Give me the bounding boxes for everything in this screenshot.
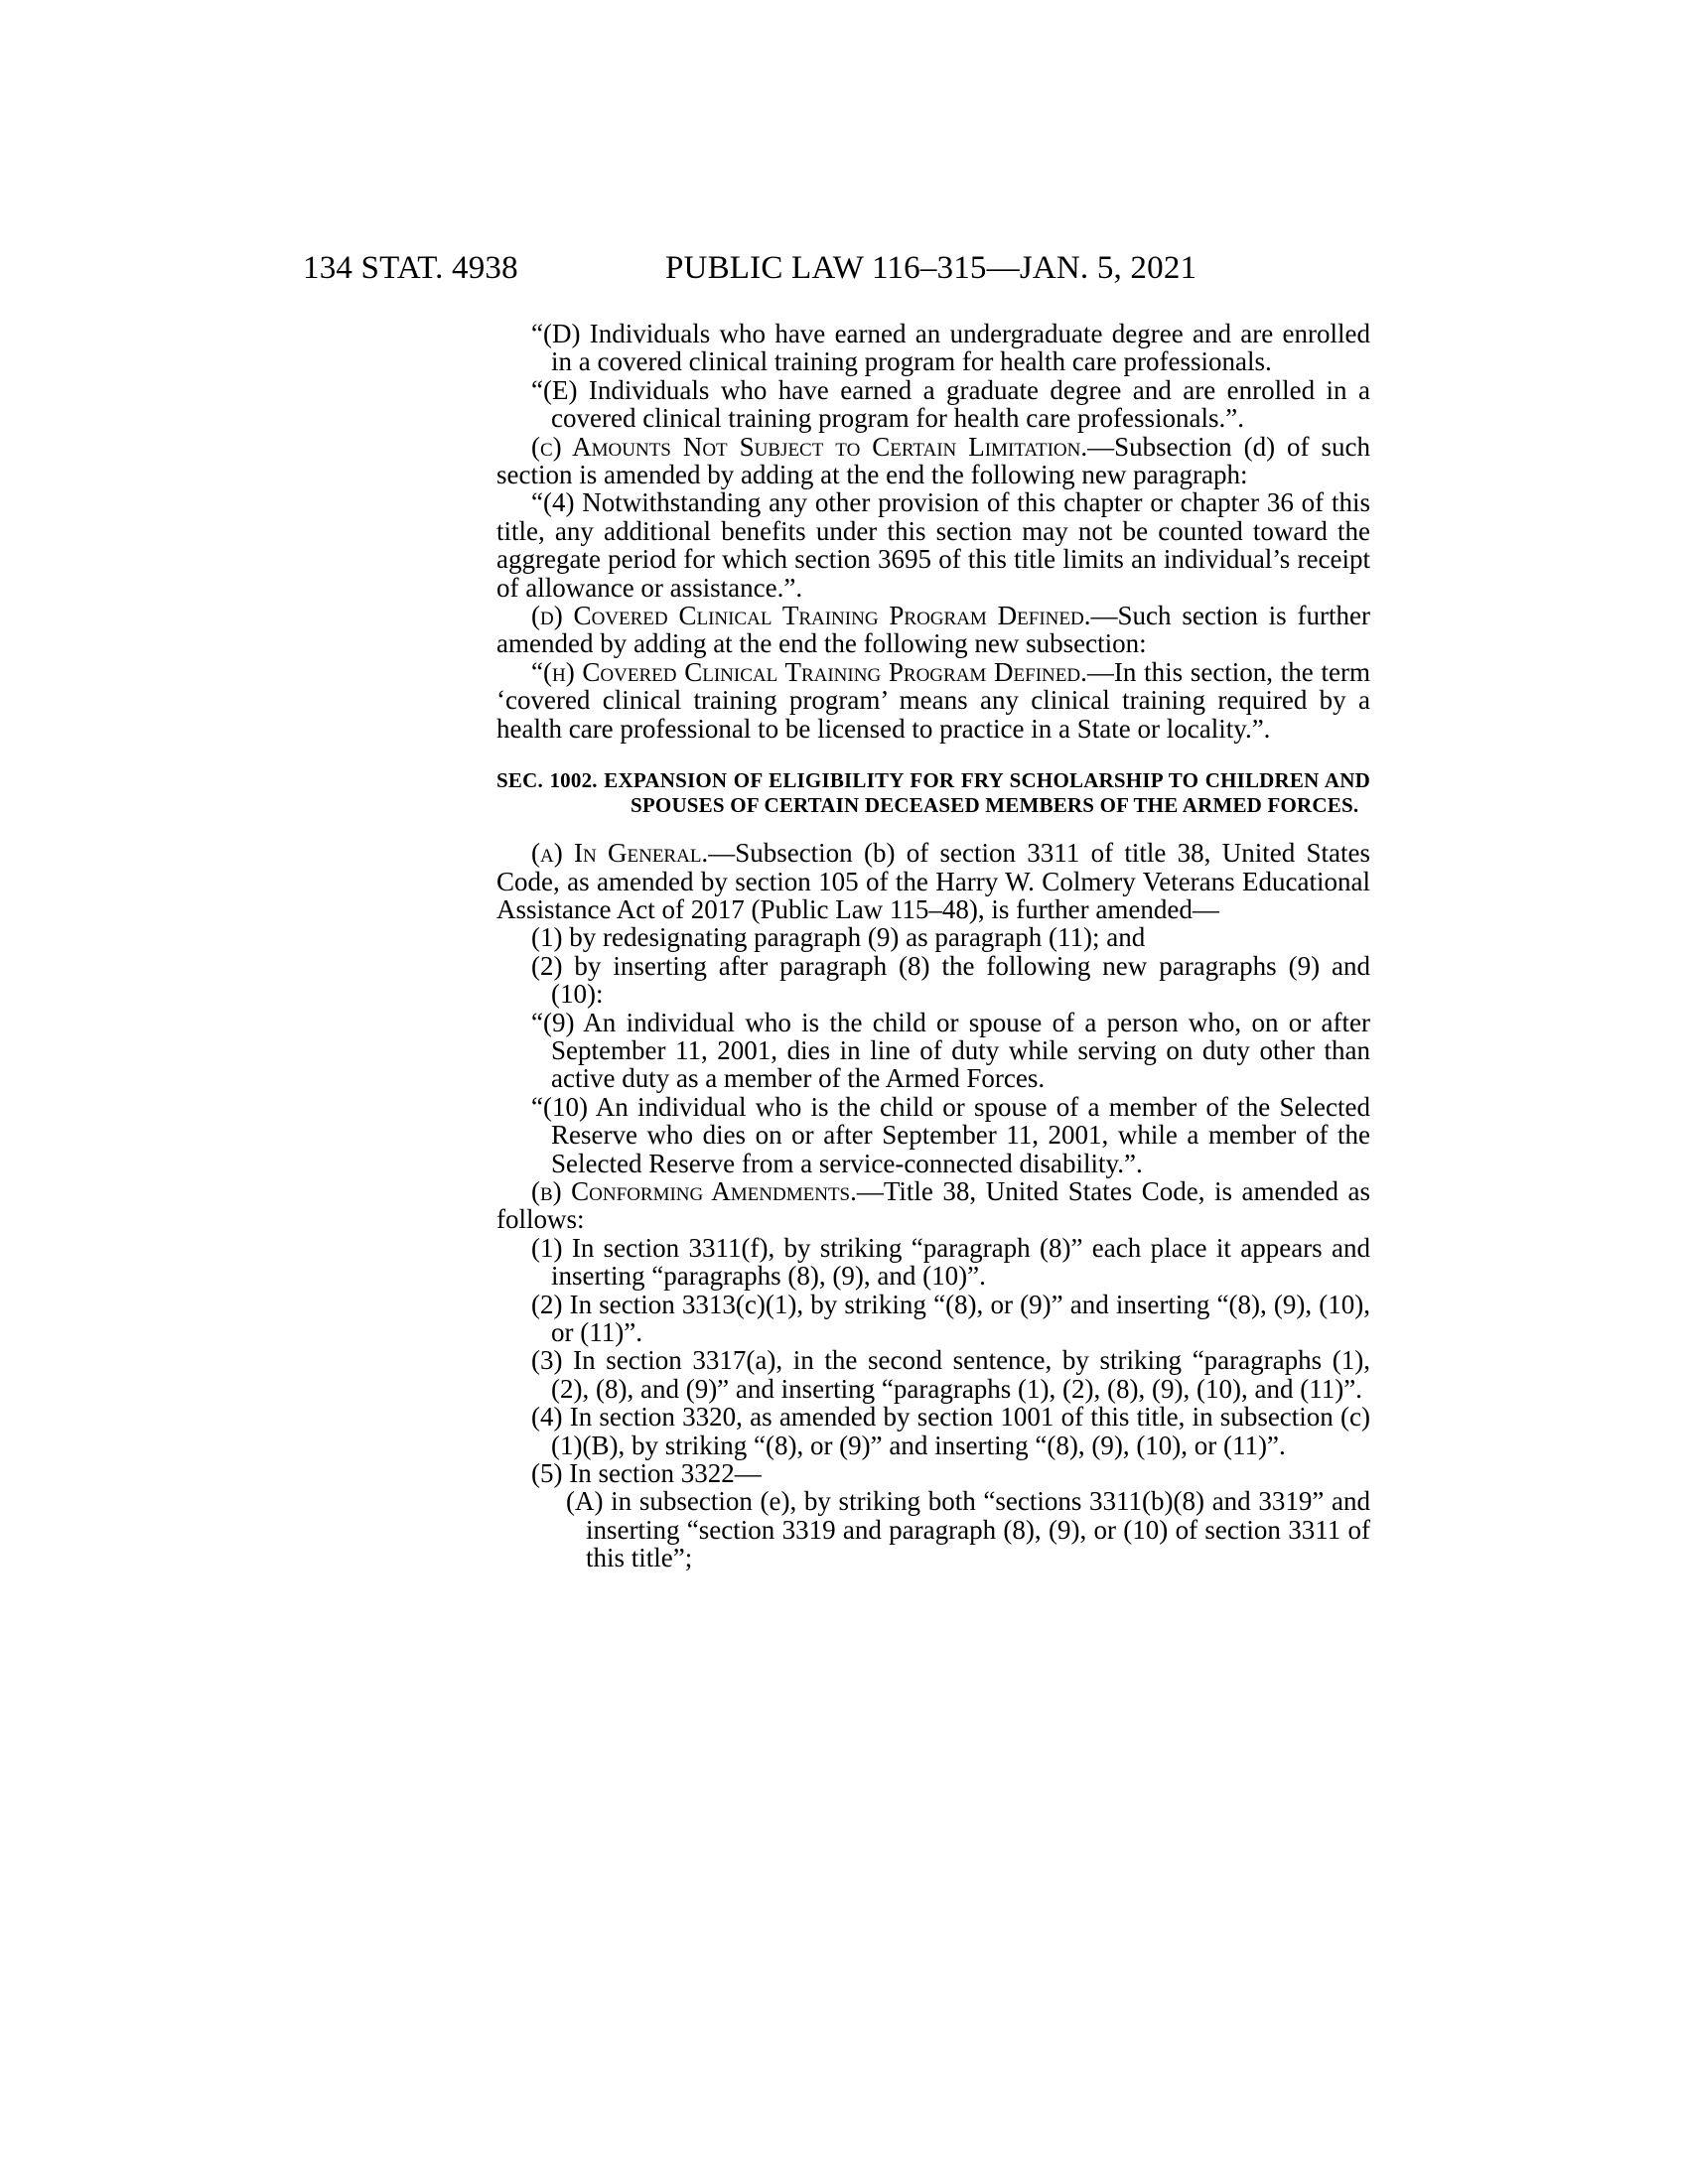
subsection-h-heading: “(h) Covered Clinical Training Program Defined.: [531, 656, 1087, 687]
paragraph-4: “(4) Notwithstanding any other provision of this chapter or chapter 36 of this title, any additional benefits under this section may not be counted toward the aggregate period for which section 3695 of this title limits an individual’s receipt of allowance or assistance.”.: [496, 487, 1370, 603]
section-heading: SEC. 1002. EXPANSION OF ELIGIBILITY FOR FRY SCHOLARSHIP TO CHILDREN AND SPOUSES OF CERTAIN DECEASED MEMBERS OF THE ARMED FORCES.: [496, 768, 1370, 817]
subsection-a: [496, 839, 1370, 923]
amendment-2: (2) In section 3313(c)(1), by striking “(8), or (9)” and inserting “(8), (9), (10), or (11)”.: [531, 1289, 1370, 1347]
paragraph-1: (1) by redesignating paragraph (9) as paragraph (11); and: [531, 922, 1146, 953]
stat-page-number: 134 STAT. 4938: [303, 250, 518, 286]
subsection-c-heading: (c) Amounts Not Subject to Certain Limitation.: [531, 431, 1088, 462]
amendment-5: (5) In section 3322—: [531, 1458, 762, 1489]
paragraph-10: “(10) An individual who is the child or spouse of a member of the Selected Reserve who dies on or after September 11, 2001, while a member of the Selected Reserve from a service-connected disability.”.: [531, 1091, 1370, 1178]
subsection-d-text: —Such section is further amended by adding at the end the following new subsection:: [496, 601, 1371, 659]
amendment-1: (1) In section 3311(f), by striking “paragraph (8)” each place it appears and inserting “paragraphs (8), (9), and (10)”.: [531, 1232, 1370, 1292]
paragraph-d: “(D) Individuals who have earned an undergraduate degree and are enrolled in a covered clinical training program for health care professionals.: [531, 319, 1370, 377]
subsection-b-text: —Title 38, United States Code, is amended as follows:: [496, 1175, 1370, 1235]
subsection-h: [496, 658, 1370, 743]
subsection-a-heading: (a) In General.: [531, 838, 709, 869]
amendment-3: (3) In section 3317(a), in the second sentence, by striking “paragraphs (1), (2), (8), and (9)” and inserting “paragraphs (1), (2), (8), (9), (10), and (11)”.: [531, 1345, 1370, 1404]
subsection-c-text: —Subsection (d) of such section is amended by adding at the end the following new paragraph:: [496, 431, 1370, 490]
amendment-4: (4) In section 3320, as amended by section 1001 of this title, in subsection (c)(1)(B), by striking “(8), or (9)” and inserting “(8), (9), (10), or (11)”.: [531, 1402, 1370, 1460]
subsection-b: [496, 1177, 1370, 1234]
public-law-title: PUBLIC LAW 116–315—JAN. 5, 2021: [665, 250, 1197, 286]
amendment-5a: (A) in subsection (e), by striking both “sections 3311(b)(8) and 3319” and inserting “section 3319 and paragraph (8), (9), or (10) of section 3311 of this title”;: [566, 1486, 1370, 1573]
subsection-c: [496, 433, 1370, 489]
subsection-b-heading: (b) Conforming Amendments.: [531, 1175, 857, 1206]
subsection-d-heading: (d) Covered Clinical Training Program Defined.: [531, 601, 1091, 631]
document-body: [496, 320, 1370, 1572]
subsection-a-text: —Subsection (b) of section 3311 of title 38, United States Code, as amended by section 105 of the Harry W. Colmery Veterans Educational Assistance Act of 2017 (Public Law 115–48), is further amended—: [496, 838, 1370, 924]
paragraph-9: “(9) An individual who is the child or spouse of a person who, on or after September 11, 2001, dies in line of duty while serving on duty other than active duty as a member of the Armed Forces.: [531, 1007, 1370, 1094]
paragraph-2: (2) by inserting after paragraph (8) the following new paragraphs (9) and (10):: [531, 950, 1370, 1010]
subsection-h-text: —In this section, the term ‘covered clinical training program’ means any clinical training required by a health care professional to be licensed to practice in a State or locality.”.: [496, 656, 1370, 744]
paragraph-e: “(E) Individuals who have earned a graduate degree and are enrolled in a covered clinical training program for health care professionals.”.: [531, 374, 1370, 434]
subsection-d: [496, 602, 1370, 658]
